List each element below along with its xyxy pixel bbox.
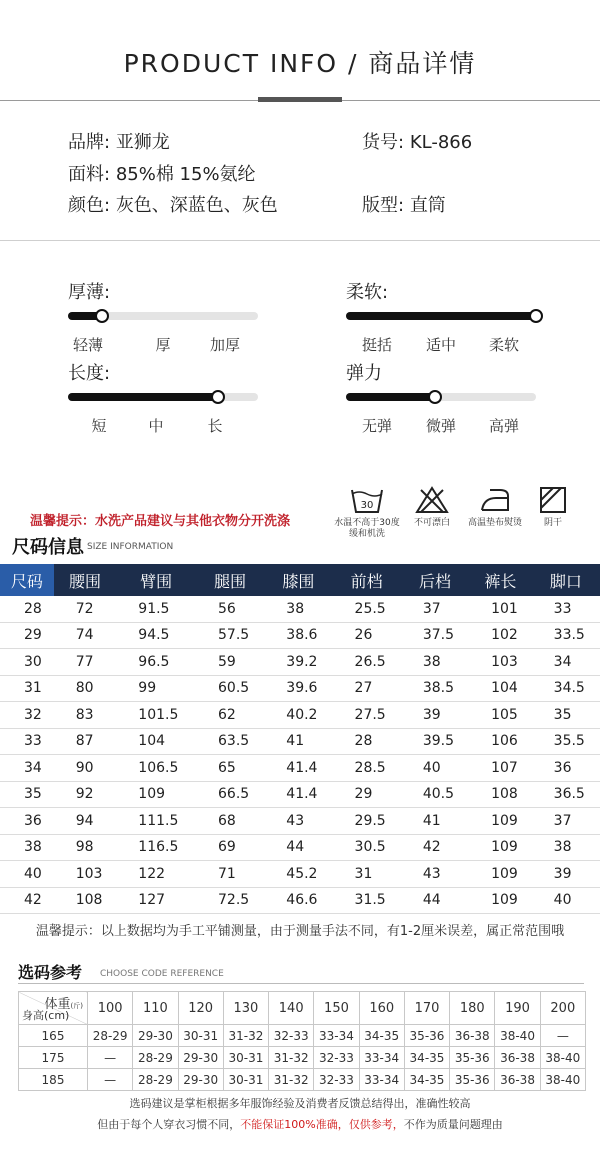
choose-cell: 33-34 xyxy=(359,1047,404,1069)
attr-tick: 柔软 xyxy=(488,336,519,354)
weight-col-header: 110 xyxy=(133,992,178,1025)
attr-fill xyxy=(68,393,218,401)
fabric-label: 面料: xyxy=(68,164,111,185)
size-cell: 127 xyxy=(116,887,196,914)
size-cell: 38.6 xyxy=(264,622,332,649)
height-cell: 175 xyxy=(19,1047,88,1069)
size-cell: 101.5 xyxy=(116,702,196,729)
size-cell: 39 xyxy=(401,702,469,729)
choose-cell: 38-40 xyxy=(540,1047,585,1069)
size-cell: 99 xyxy=(116,675,196,702)
size-cell: 109 xyxy=(469,887,532,914)
size-cell: 77 xyxy=(54,649,117,676)
size-cell: 40 xyxy=(0,861,54,888)
table-row xyxy=(0,622,600,649)
size-cell: 32 xyxy=(0,702,54,729)
size-cell: 31 xyxy=(333,861,401,888)
size-cell: 36 xyxy=(532,755,600,782)
size-cell: 36 xyxy=(0,808,54,835)
color-label: 颜色: xyxy=(68,195,111,216)
size-col-header: 尺码 xyxy=(0,564,54,596)
choose-cell: 31-32 xyxy=(223,1025,268,1047)
attr-label: 柔软: xyxy=(346,282,389,303)
weight-label: 体重(斤) xyxy=(44,997,83,1012)
size-cell: 40 xyxy=(401,755,469,782)
choose-corner xyxy=(19,992,88,1025)
size-cell: 28 xyxy=(0,596,54,622)
size-cell: 40.2 xyxy=(264,702,332,729)
choose-cell: 32-33 xyxy=(314,1047,359,1069)
height-cell: 165 xyxy=(19,1025,88,1047)
size-cell: 42 xyxy=(401,834,469,861)
size-cell: 37 xyxy=(532,808,600,835)
table-row xyxy=(0,649,600,676)
size-cell: 69 xyxy=(196,834,264,861)
size-cell: 104 xyxy=(469,675,532,702)
wash-30-icon xyxy=(350,486,384,514)
fabric-row xyxy=(68,160,256,186)
size-cell: 34.5 xyxy=(532,675,600,702)
choose-cell: 36-38 xyxy=(450,1025,495,1047)
table-row xyxy=(19,1047,586,1069)
choose-cell: 32-33 xyxy=(269,1025,314,1047)
size-cell: 41.4 xyxy=(264,755,332,782)
choose-subtitle: CHOOSE CODE REFERENCE xyxy=(100,969,224,979)
size-cell: 39.2 xyxy=(264,649,332,676)
size-col-header: 膝围 xyxy=(264,564,332,596)
size-col-header: 臂围 xyxy=(116,564,196,596)
attr-fill xyxy=(346,312,536,320)
attr-tick: 微弹 xyxy=(425,417,456,435)
size-cell: 108 xyxy=(54,887,117,914)
weight-col-header: 130 xyxy=(223,992,268,1025)
size-cell: 44 xyxy=(401,887,469,914)
svg-text:30: 30 xyxy=(360,500,374,511)
size-cell: 109 xyxy=(469,861,532,888)
brand-value: 亚狮龙 xyxy=(115,132,170,153)
size-cell: 31.5 xyxy=(333,887,401,914)
care-bleach xyxy=(396,486,468,529)
size-table-header xyxy=(0,564,600,596)
size-cell: 90 xyxy=(54,755,117,782)
choose-cell: 29-30 xyxy=(178,1047,223,1069)
table-row xyxy=(19,1025,586,1047)
size-cell: 40.5 xyxy=(401,781,469,808)
size-cell: 57.5 xyxy=(196,622,264,649)
size-cell: 33.5 xyxy=(532,622,600,649)
size-cell: 108 xyxy=(469,781,532,808)
size-cell: 107 xyxy=(469,755,532,782)
attr-label: 厚薄: xyxy=(68,282,111,303)
size-cell: 80 xyxy=(54,675,117,702)
size-cell: 31 xyxy=(0,675,54,702)
footer-line1: 选码建议是掌柜根据多年服饰经验及消费者反馈总结得出，准确性较高 xyxy=(129,1097,471,1110)
size-cell: 43 xyxy=(401,861,469,888)
weight-col-header: 180 xyxy=(450,992,495,1025)
choose-cell: 28-29 xyxy=(133,1069,178,1091)
choose-cell: 33-34 xyxy=(359,1069,404,1091)
size-cell: 46.6 xyxy=(264,887,332,914)
choose-cell: — xyxy=(540,1025,585,1047)
page-title: PRODUCT INFO / 商品详情 xyxy=(123,49,477,78)
size-cell: 56 xyxy=(196,596,264,622)
size-cell: 37.5 xyxy=(401,622,469,649)
choose-cell: 30-31 xyxy=(178,1025,223,1047)
size-cell: 94 xyxy=(54,808,117,835)
size-cell: 92 xyxy=(54,781,117,808)
choose-cell: 36-38 xyxy=(495,1047,540,1069)
size-cell: 43 xyxy=(264,808,332,835)
choose-header-row xyxy=(19,992,586,1025)
size-cell: 28 xyxy=(333,728,401,755)
size-cell: 30.5 xyxy=(333,834,401,861)
attr-label: 长度: xyxy=(68,363,111,384)
color-value: 灰色、深蓝色、灰色 xyxy=(115,195,278,216)
choose-cell: 30-31 xyxy=(223,1069,268,1091)
size-cell: 109 xyxy=(116,781,196,808)
size-col-header: 裤长 xyxy=(469,564,532,596)
size-cell: 36.5 xyxy=(532,781,600,808)
size-cell: 60.5 xyxy=(196,675,264,702)
attr-tick: 长 xyxy=(207,417,223,435)
choose-divider xyxy=(18,983,584,984)
brand-row xyxy=(68,128,170,154)
size-cell: 104 xyxy=(116,728,196,755)
attr-fill xyxy=(346,393,435,401)
size-cell: 105 xyxy=(469,702,532,729)
choose-cell: 34-35 xyxy=(404,1069,449,1091)
size-cell: 38 xyxy=(0,834,54,861)
size-cell: 35 xyxy=(0,781,54,808)
choose-cell: 35-36 xyxy=(450,1047,495,1069)
choose-cell: 30-31 xyxy=(223,1047,268,1069)
table-row xyxy=(19,1069,586,1091)
weight-col-header: 120 xyxy=(178,992,223,1025)
size-cell: 41 xyxy=(264,728,332,755)
size-cell: 91.5 xyxy=(116,596,196,622)
choose-cell: 38-40 xyxy=(495,1025,540,1047)
size-cell: 68 xyxy=(196,808,264,835)
attr-tick: 挺括 xyxy=(361,336,392,354)
choose-table xyxy=(18,991,586,1091)
choose-cell: 34-35 xyxy=(404,1047,449,1069)
choose-cell: 32-33 xyxy=(314,1069,359,1091)
attr-tick: 厚 xyxy=(155,336,171,354)
attr-label: 弹力 xyxy=(346,363,382,384)
table-row xyxy=(0,834,600,861)
header-accent-bar xyxy=(258,97,342,102)
weight-col-header: 150 xyxy=(314,992,359,1025)
care-label: 阴干 xyxy=(543,518,562,528)
size-cell: 33 xyxy=(532,596,600,622)
size-col-header: 前档 xyxy=(333,564,401,596)
choose-cell: 33-34 xyxy=(314,1025,359,1047)
size-cell: 98 xyxy=(54,834,117,861)
size-cell: 37 xyxy=(401,596,469,622)
wash-tip: 温馨提示：水洗产品建议与其他衣物分开洗涤 xyxy=(30,514,291,529)
choose-cell: — xyxy=(88,1069,133,1091)
size-cell: 101 xyxy=(469,596,532,622)
size-cell: 66.5 xyxy=(196,781,264,808)
table-row xyxy=(0,675,600,702)
care-label: 水温不高于30度缓和机洗 xyxy=(334,518,400,539)
size-cell: 111.5 xyxy=(116,808,196,835)
care-wash xyxy=(331,486,403,540)
size-cell: 28.5 xyxy=(333,755,401,782)
table-row xyxy=(0,755,600,782)
weight-col-header: 100 xyxy=(88,992,133,1025)
weight-col-header: 190 xyxy=(495,992,540,1025)
sku-row xyxy=(362,128,472,154)
size-col-header: 腿围 xyxy=(196,564,264,596)
size-cell: 40 xyxy=(532,887,600,914)
size-cell: 35.5 xyxy=(532,728,600,755)
weight-col-header: 200 xyxy=(540,992,585,1025)
attr-track xyxy=(68,312,258,320)
footer-text-b: 不作为质量问题理由 xyxy=(403,1118,503,1131)
table-row xyxy=(0,596,600,622)
table-row xyxy=(0,808,600,835)
size-cell: 38.5 xyxy=(401,675,469,702)
size-cell: 39.5 xyxy=(401,728,469,755)
size-cell: 41 xyxy=(401,808,469,835)
footer-line2 xyxy=(0,1116,600,1132)
size-cell: 39.6 xyxy=(264,675,332,702)
size-cell: 38 xyxy=(401,649,469,676)
size-cell: 39 xyxy=(532,861,600,888)
table-row xyxy=(0,861,600,888)
height-label: 身高(cm) xyxy=(22,1009,70,1022)
care-label: 高温垫布熨烫 xyxy=(467,518,522,528)
size-cell: 122 xyxy=(116,861,196,888)
size-info-subtitle: SIZE INFORMATION xyxy=(87,542,174,552)
size-col-header: 腰围 xyxy=(54,564,117,596)
table-row xyxy=(0,781,600,808)
table-row xyxy=(0,702,600,729)
size-cell: 38 xyxy=(532,834,600,861)
size-cell: 109 xyxy=(469,834,532,861)
table-row xyxy=(0,728,600,755)
size-cell: 87 xyxy=(54,728,117,755)
choose-cell: 35-36 xyxy=(450,1069,495,1091)
size-cell: 102 xyxy=(469,622,532,649)
size-cell: 106.5 xyxy=(116,755,196,782)
shade-dry-icon xyxy=(539,486,567,514)
attr-tick: 轻薄 xyxy=(72,336,103,354)
attr-track xyxy=(68,393,258,401)
size-cell: 26.5 xyxy=(333,649,401,676)
color-row xyxy=(68,191,278,217)
size-cell: 103 xyxy=(469,649,532,676)
size-col-header: 脚口 xyxy=(532,564,600,596)
size-col-header: 后档 xyxy=(401,564,469,596)
size-cell: 27.5 xyxy=(333,702,401,729)
size-cell: 109 xyxy=(469,808,532,835)
weight-col-header: 170 xyxy=(404,992,449,1025)
attr-tick: 短 xyxy=(91,417,107,435)
brand-label: 品牌: xyxy=(68,132,111,153)
attr-knob xyxy=(95,309,109,323)
attr-knob xyxy=(529,309,543,323)
attr-tick: 高弹 xyxy=(488,417,519,435)
size-cell: 29 xyxy=(0,622,54,649)
sku-label: 货号: xyxy=(362,132,405,153)
choose-cell: 34-35 xyxy=(359,1025,404,1047)
choose-cell: 29-30 xyxy=(133,1025,178,1047)
size-cell: 83 xyxy=(54,702,117,729)
table-row xyxy=(0,887,600,914)
size-cell: 45.2 xyxy=(264,861,332,888)
choose-cell: 31-32 xyxy=(269,1047,314,1069)
info-divider xyxy=(0,240,600,241)
care-dry xyxy=(517,486,589,529)
attr-tick: 加厚 xyxy=(209,336,240,354)
attr-knob xyxy=(428,390,442,404)
attr-elasticity xyxy=(346,359,536,435)
size-info-title: 尺码信息 xyxy=(12,537,84,558)
attr-tick: 适中 xyxy=(425,336,456,354)
height-cell: 185 xyxy=(19,1069,88,1091)
size-cell: 72.5 xyxy=(196,887,264,914)
size-cell: 29 xyxy=(333,781,401,808)
size-cell: 72 xyxy=(54,596,117,622)
choose-cell: 31-32 xyxy=(269,1069,314,1091)
size-cell: 34 xyxy=(0,755,54,782)
size-cell: 116.5 xyxy=(116,834,196,861)
size-table-body xyxy=(0,596,600,914)
weight-col-header: 140 xyxy=(269,992,314,1025)
size-cell: 74 xyxy=(54,622,117,649)
size-cell: 38 xyxy=(264,596,332,622)
size-cell: 106 xyxy=(469,728,532,755)
care-label: 不可漂白 xyxy=(413,518,450,528)
size-cell: 62 xyxy=(196,702,264,729)
measure-note: 温馨提示：以上数据均为手工平铺测量，由于测量手法不同，有1-2厘米误差，属正常范围哦 xyxy=(35,924,565,939)
choose-table-body xyxy=(19,992,586,1091)
size-cell: 34 xyxy=(532,649,600,676)
size-cell: 35 xyxy=(532,702,600,729)
fit-value: 直筒 xyxy=(409,195,446,216)
size-cell: 94.5 xyxy=(116,622,196,649)
choose-cell: 28-29 xyxy=(88,1025,133,1047)
choose-cell: 29-30 xyxy=(178,1069,223,1091)
fit-row xyxy=(362,191,446,217)
size-cell: 33 xyxy=(0,728,54,755)
fabric-value: 85%棉 15%氨纶 xyxy=(115,164,256,185)
size-cell: 26 xyxy=(333,622,401,649)
attr-tick: 中 xyxy=(148,417,164,435)
choose-cell: 36-38 xyxy=(495,1069,540,1091)
size-cell: 96.5 xyxy=(116,649,196,676)
choose-title: 选码参考 xyxy=(18,963,83,982)
attr-length xyxy=(68,359,258,435)
size-cell: 59 xyxy=(196,649,264,676)
choose-cell: — xyxy=(88,1047,133,1069)
size-cell: 41.4 xyxy=(264,781,332,808)
size-cell: 29.5 xyxy=(333,808,401,835)
size-cell: 63.5 xyxy=(196,728,264,755)
footer-text-a: 但由于每个人穿衣习惯不同， xyxy=(97,1118,241,1131)
size-cell: 71 xyxy=(196,861,264,888)
attr-tick: 无弹 xyxy=(361,417,392,435)
size-cell: 25.5 xyxy=(333,596,401,622)
attr-thickness xyxy=(68,278,258,354)
size-cell: 30 xyxy=(0,649,54,676)
attr-track xyxy=(346,312,536,320)
choose-cell: 38-40 xyxy=(540,1069,585,1091)
fit-label: 版型: xyxy=(362,195,405,216)
size-cell: 103 xyxy=(54,861,117,888)
iron-icon xyxy=(478,486,512,514)
choose-cell: 35-36 xyxy=(404,1025,449,1047)
no-bleach-icon xyxy=(415,486,449,514)
size-cell: 65 xyxy=(196,755,264,782)
sku-value: KL-866 xyxy=(409,132,473,153)
size-cell: 27 xyxy=(333,675,401,702)
weight-col-header: 160 xyxy=(359,992,404,1025)
size-cell: 44 xyxy=(264,834,332,861)
size-cell: 42 xyxy=(0,887,54,914)
attr-softness xyxy=(346,278,536,354)
size-table xyxy=(0,564,600,914)
attr-track xyxy=(346,393,536,401)
choose-cell: 28-29 xyxy=(133,1047,178,1069)
footer-disclaimer: 不能保证100%准确，仅供参考， xyxy=(240,1118,404,1131)
attr-knob xyxy=(211,390,225,404)
